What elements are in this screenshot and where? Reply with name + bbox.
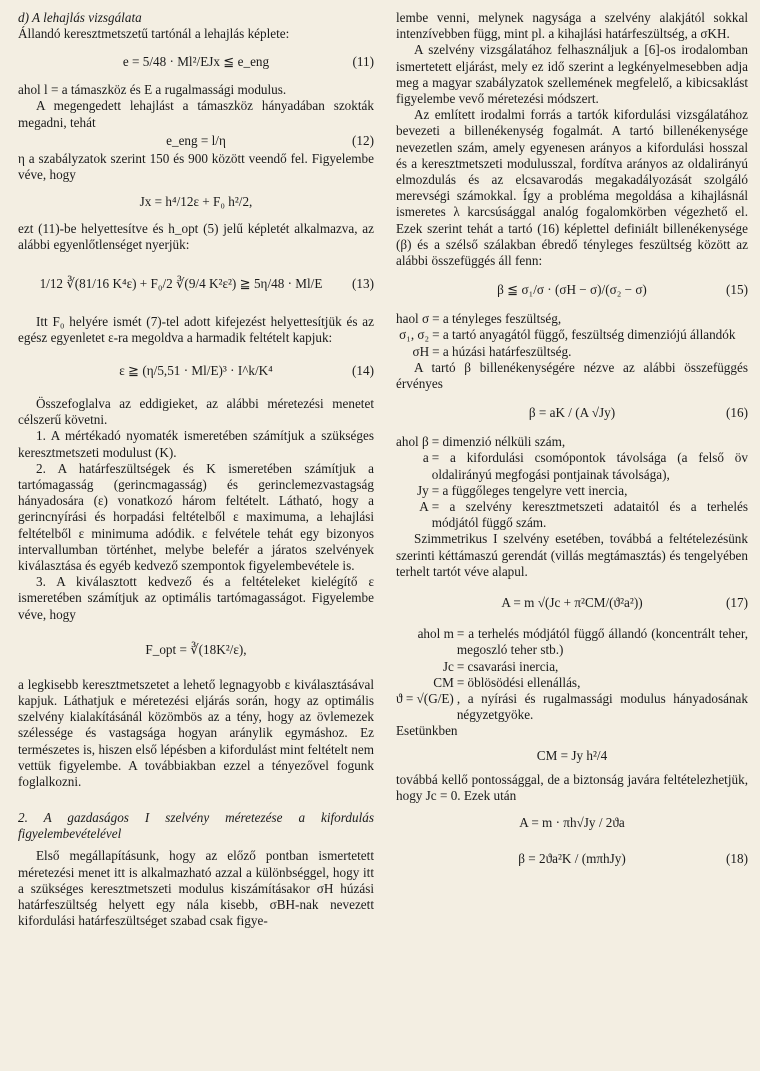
paragraph: 1. A mértékadó nyomaték ismeretében számítjuk a szükséges keresztmetszeti modulust (K). bbox=[18, 428, 374, 460]
definition-list-1: haol σ = a tényleges feszültség, σ₁, σ₂ = a tartó anyagától függő, feszültség dimenziójú állandók σH = a húzási határfeszültség. bbox=[396, 311, 736, 359]
paragraph: Első megállapításunk, hogy az előző pontban ismertetett méretezési menet itt is alkalmazható azzal a különbséggel, hogy itt a szükséges keresztmetszeti modulus kiszámításakor σH húzási határfeszültség helyett egy nála kisebb, σBH-nak nevezett kifordulási határfeszültséget szabad csak figye- bbox=[18, 848, 374, 929]
paragraph: A szelvény vizsgálatához felhasználjuk a [6]-os irodalomban ismertetett eljárást, mely ez idő szerint a legkényelmesebben adja meg a magyar szabályzatok szellemének megfelelő, a kibicsaklást figyelembe vevő méretezési módszert. bbox=[396, 42, 748, 107]
paragraph: Összefoglalva az eddigieket, az alábbi méretezési menetet célszerű követni. bbox=[18, 396, 374, 428]
equation-12: e_eng = l/η (12) bbox=[166, 132, 374, 148]
equation-13: 1/12 ∛(81/16 K⁴ε) + F₀/2 ∛(9/4 K²ε²) ≧ 5η/48 · Ml/E (13) bbox=[39, 275, 374, 291]
equation-18: β = 2ϑa²K / (mπhJy) (18) bbox=[518, 850, 748, 866]
equation-jx: Jx = h⁴/12ε + F₀ h²/2, bbox=[139, 194, 253, 210]
paragraph: Az említett irodalmi forrás a tartók kifordulási vizsgálatához bevezeti a billenékenység fogalmát. A tartó billenékenysége nevezetlen szám, amely egyenesen arányos a kifordulási hosszal és a keresztmetszeti modulusszal, fordítva arányos az oldalirányú elmozdulás és az elcsavarodás megakadályozását szolgáló merevségi számokkal. Így a probléma megoldása a kihajlásnál ismeretes λ karcsúsággal analóg fogalomkörben végezhető el. Ezek szerint tehát a tartó (16) képlettel definiált billenékenysége (β) és a szélső szálakban ébredő tényleges feszültség között az alábbi összefüggés áll fenn: bbox=[396, 107, 748, 269]
equation-16: β = aK / (A √Jy) (16) bbox=[528, 405, 748, 421]
equation-14: ε ≧ (η/5,51 · Ml/E)³ · I^k/K⁴ (14) bbox=[119, 363, 374, 379]
paragraph: továbbá kellő pontossággal, de a biztonság javára feltételezhetjük, hogy Jc = 0. Ezek után bbox=[396, 771, 748, 803]
section-heading-d: d) A lehajlás vizsgálata bbox=[18, 10, 142, 25]
right-column bbox=[396, 10, 748, 878]
equation-cm: CM = Jy h²/4 bbox=[536, 747, 608, 763]
equation-a: A = m · πh√Jy / 2ϑa bbox=[519, 814, 625, 830]
paragraph: 2. A határfeszültségek és K ismeretében számítjuk a tartómagasság (gerincmagasság) és gerinclemezvastagság hányadosára (ε) vonatkozó három feltételt. Látható, hogy a gerincnyírási és horpadási feltételből ε maximuma, a lehajlási feltételből ε minimuma adódik. ε felvétele tehát egy bizonyos intervallumban történhet, melybe belefér a járatos szelvények kiválasztása és egyéb kedvező szempontok figyelembevétele is. bbox=[18, 460, 374, 574]
paragraph: ezt (11)-be helyettesítve és h_opt (5) jelű képletét alkalmazva, az alábbi egyenlőtlenséget nyerjük: bbox=[18, 221, 374, 253]
equation-17: A = m √(Jc + π²CM/(ϑ²a²)) (17) bbox=[501, 595, 748, 611]
paragraph: Szimmetrikus I szelvény esetében, továbbá a feltételezésünk szerinti kéttámaszú gerendát (villás megtámasztás) és tengelyében terhelt tartót véve alapul. bbox=[396, 531, 748, 579]
equation-11: e = 5/48 · Ml²/EJx ≦ e_eng (11) bbox=[122, 54, 374, 70]
paragraph: Állandó keresztmetszetű tartónál a lehajlás képlete: bbox=[18, 26, 290, 41]
equation-fopt: F_opt = ∛(18K²/ε), bbox=[145, 641, 247, 657]
paragraph: Itt F₀ helyére ismét (7)-tel adott kifejezést helyettesítjük és az egész egyenletet ε-ra megoldva a harmadik feltételt kapjuk: bbox=[18, 313, 374, 345]
definition-list-2: ahol β = dimenzió nélküli szám, a = a kifordulási csomópontok távolsága (a felső öv oldalirányú megfogási pontjainak távolsága), Jy = a függőleges tengelyre vett inercia, A = a szelvény keresztmetszeti adataitól és a terhelés módjától függő szám. bbox=[396, 434, 748, 531]
paragraph: Esetünkben bbox=[396, 723, 458, 739]
paragraph: lembe venni, melynek nagysága a szelvény alakjától sokkal intenzívebben függ, mint pl. a kihajlási határfeszültség, a σKH. bbox=[396, 10, 748, 42]
paragraph: A tartó β billenékenységére nézve az alábbi összefüggés érvényes bbox=[396, 359, 748, 392]
paragraph: 3. A kiválasztott kedvező és a feltételeket kielégítő ε ismeretében számítjuk az optimális tartómagasságot. Figyelembe véve, hogy bbox=[18, 574, 374, 622]
left-column bbox=[18, 10, 374, 929]
definition-list-3: ahol m = a terhelés módjától függő állandó (koncentrált teher, megoszló teher stb.) Jc = csavarási inercia, CM = öblösödési ellenállás, ϑ = √(G/E) , a nyírási és rugalmassági modulus hányadosának négyzetgyöke. bbox=[396, 626, 748, 723]
paragraph: η a szabályzatok szerint 150 és 900 között veendő fel. Figyelembe véve, hogy bbox=[18, 150, 374, 183]
section-heading-2: 2. A gazdaságos I szelvény méretezése a kifordulás figyelembevételével bbox=[18, 810, 374, 842]
equation-15: β ≦ σ₁/σ · (σH − σ)/(σ₂ − σ) (15) bbox=[497, 282, 748, 298]
paragraph: A megengedett lehajlást a támaszköz hányadában szokták megadni, tehát bbox=[18, 98, 374, 130]
paragraph: ahol l = a támaszköz és E a rugalmassági modulus. bbox=[18, 82, 287, 98]
paragraph: a legkisebb keresztmetszetet a lehető legnagyobb ε kiválasztásával kapjuk. Láthatjuk e méretezési eljárás során, hogy az optimális szelvény kialakításánál közömbös az a tény, hogy az övlemezek szélessége és vastagsága hogyan aránylik egymáshoz. Ez természetes is, hiszen első lépésben a kifordulást mint feltételt nem vettük figyelembe. A továbbiakban ezzel a tényezővel fogunk foglalkozni. bbox=[18, 676, 374, 790]
